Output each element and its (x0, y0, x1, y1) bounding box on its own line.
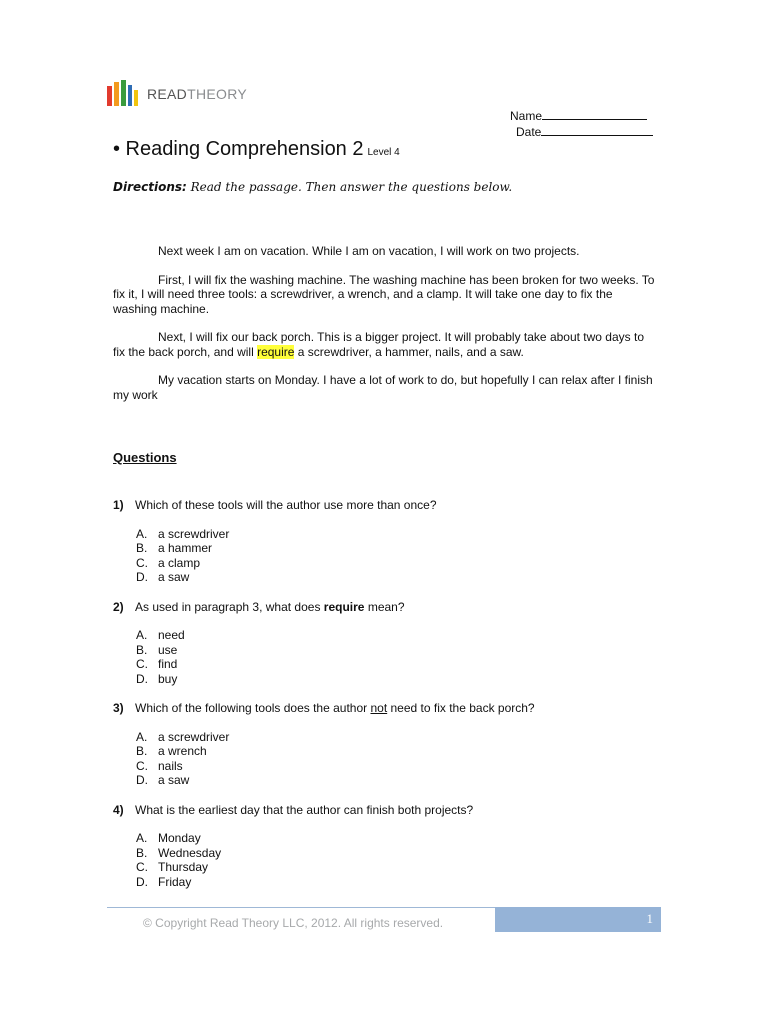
option-text: find (158, 657, 178, 671)
answer-option[interactable] (136, 672, 658, 687)
p3-text-before: Next, I will fix our back porch. This is a bigger project. It will probably take about two days to fix the back porch, and will (113, 330, 644, 359)
questions-list (113, 498, 658, 904)
option-letter: D. (136, 874, 148, 889)
copyright-notice: © Copyright Read Theory LLC, 2012. All rights reserved. (143, 916, 444, 930)
question-underlined-word: not (370, 701, 388, 715)
level-label: Level 4 (367, 147, 400, 158)
question-text (135, 600, 405, 615)
option-text: use (158, 642, 178, 657)
page-footer (107, 907, 661, 932)
option-text: a wrench (158, 744, 207, 758)
question-number: 3) (113, 701, 124, 715)
directions-label: Directions: (113, 180, 187, 194)
answer-options (136, 628, 658, 686)
logo-theory: THEORY (187, 86, 247, 102)
option-letter: B. (136, 642, 148, 657)
option-letter: B. (136, 845, 148, 860)
option-letter: C. (136, 555, 148, 570)
option-letter: A. (136, 729, 148, 744)
answer-option[interactable] (136, 831, 658, 846)
answer-option[interactable] (136, 759, 658, 774)
option-letter: B. (136, 541, 148, 555)
answer-option[interactable] (136, 860, 658, 875)
question-text: What is the earliest day that the author can finish both projects? (135, 802, 474, 817)
name-blank-line (542, 108, 647, 120)
option-letter: C. (136, 860, 148, 874)
answer-option[interactable] (136, 773, 658, 788)
question-bold-word: require (323, 599, 365, 614)
page-number: 1 (646, 911, 653, 926)
date-blank-line (541, 124, 653, 136)
question-text-after: mean? (364, 599, 405, 614)
answer-options (136, 527, 658, 585)
answer-option[interactable] (136, 744, 658, 759)
question-text-before: Which of the following tools does the author (135, 701, 371, 715)
page-number-box (495, 907, 661, 932)
option-text: buy (158, 671, 178, 686)
logo-wordmark (147, 87, 247, 101)
name-date-block (510, 108, 653, 140)
answer-options (136, 831, 658, 889)
answer-option[interactable] (136, 541, 658, 556)
passage-paragraph-1: Next week I am on vacation. While I am on vacation, I will work on two projects. (158, 244, 580, 258)
name-row (510, 108, 653, 124)
answer-option[interactable] (136, 643, 658, 658)
option-letter: D. (136, 773, 148, 787)
option-text: Friday (158, 874, 192, 889)
answer-option[interactable] (136, 527, 658, 542)
option-text: nails (158, 758, 183, 773)
question-3 (113, 701, 658, 788)
answer-option[interactable] (136, 846, 658, 861)
question-4 (113, 803, 658, 890)
title-text: • Reading Comprehension 2 (113, 138, 364, 160)
option-letter: A. (136, 628, 148, 642)
highlighted-word: require (257, 344, 295, 359)
option-letter: A. (136, 831, 148, 845)
answer-option[interactable] (136, 628, 658, 643)
answer-option[interactable] (136, 570, 658, 585)
option-letter: B. (136, 744, 148, 758)
directions (113, 180, 512, 194)
name-label: Name (510, 109, 543, 123)
directions-text: Read the passage. Then answer the questions below. (186, 180, 513, 194)
p3-text-after: a screwdriver, a hammer, nails, and a saw. (294, 344, 524, 359)
option-text: Monday (158, 831, 201, 845)
passage-paragraph-3 (113, 330, 658, 359)
option-text: a saw (158, 570, 190, 584)
option-text: a screwdriver (158, 729, 230, 744)
answer-option[interactable] (136, 556, 658, 571)
question-number: 1) (113, 498, 124, 512)
option-letter: D. (136, 671, 148, 686)
footer-divider (107, 907, 495, 908)
option-text: Thursday (158, 860, 209, 874)
option-text: a hammer (158, 541, 213, 555)
question-number: 4) (113, 802, 124, 817)
date-label: Date (516, 125, 542, 139)
option-text: Wednesday (158, 845, 222, 860)
question-text: Which of these tools will the author use more than once? (135, 498, 437, 512)
option-text: a saw (158, 773, 190, 787)
option-letter: C. (136, 657, 148, 671)
question-text (135, 701, 535, 716)
answer-options (136, 730, 658, 788)
option-letter: D. (136, 570, 148, 584)
passage-paragraph-4: My vacation starts on Monday. I have a lot of work to do, but hopefully I can relax after I finish my work (113, 373, 653, 402)
date-row (510, 124, 653, 140)
questions-heading: Questions (113, 450, 177, 465)
question-1 (113, 498, 658, 585)
answer-option[interactable] (136, 657, 658, 672)
question-number: 2) (113, 599, 124, 614)
option-text: need (158, 628, 185, 642)
option-letter: A. (136, 526, 148, 541)
answer-option[interactable] (136, 875, 658, 890)
option-text: a clamp (158, 555, 201, 570)
page-title (113, 138, 400, 161)
passage-paragraph-2: First, I will fix the washing machine. The washing machine has been broken for two weeks. To fix it, I will need three tools: a screwdriver, a wrench, and a clamp. It will take one day to fix the washing machine. (113, 272, 655, 316)
readtheory-logo (107, 80, 247, 108)
answer-option[interactable] (136, 730, 658, 745)
option-letter: C. (136, 758, 148, 773)
question-text-before: As used in paragraph 3, what does (135, 599, 324, 614)
books-logo-icon (107, 80, 139, 108)
reading-passage (113, 244, 658, 416)
question-text-after: need to fix the back porch? (387, 701, 535, 715)
logo-read: READ (147, 86, 188, 102)
question-2 (113, 600, 658, 687)
option-text: a screwdriver (158, 526, 230, 541)
